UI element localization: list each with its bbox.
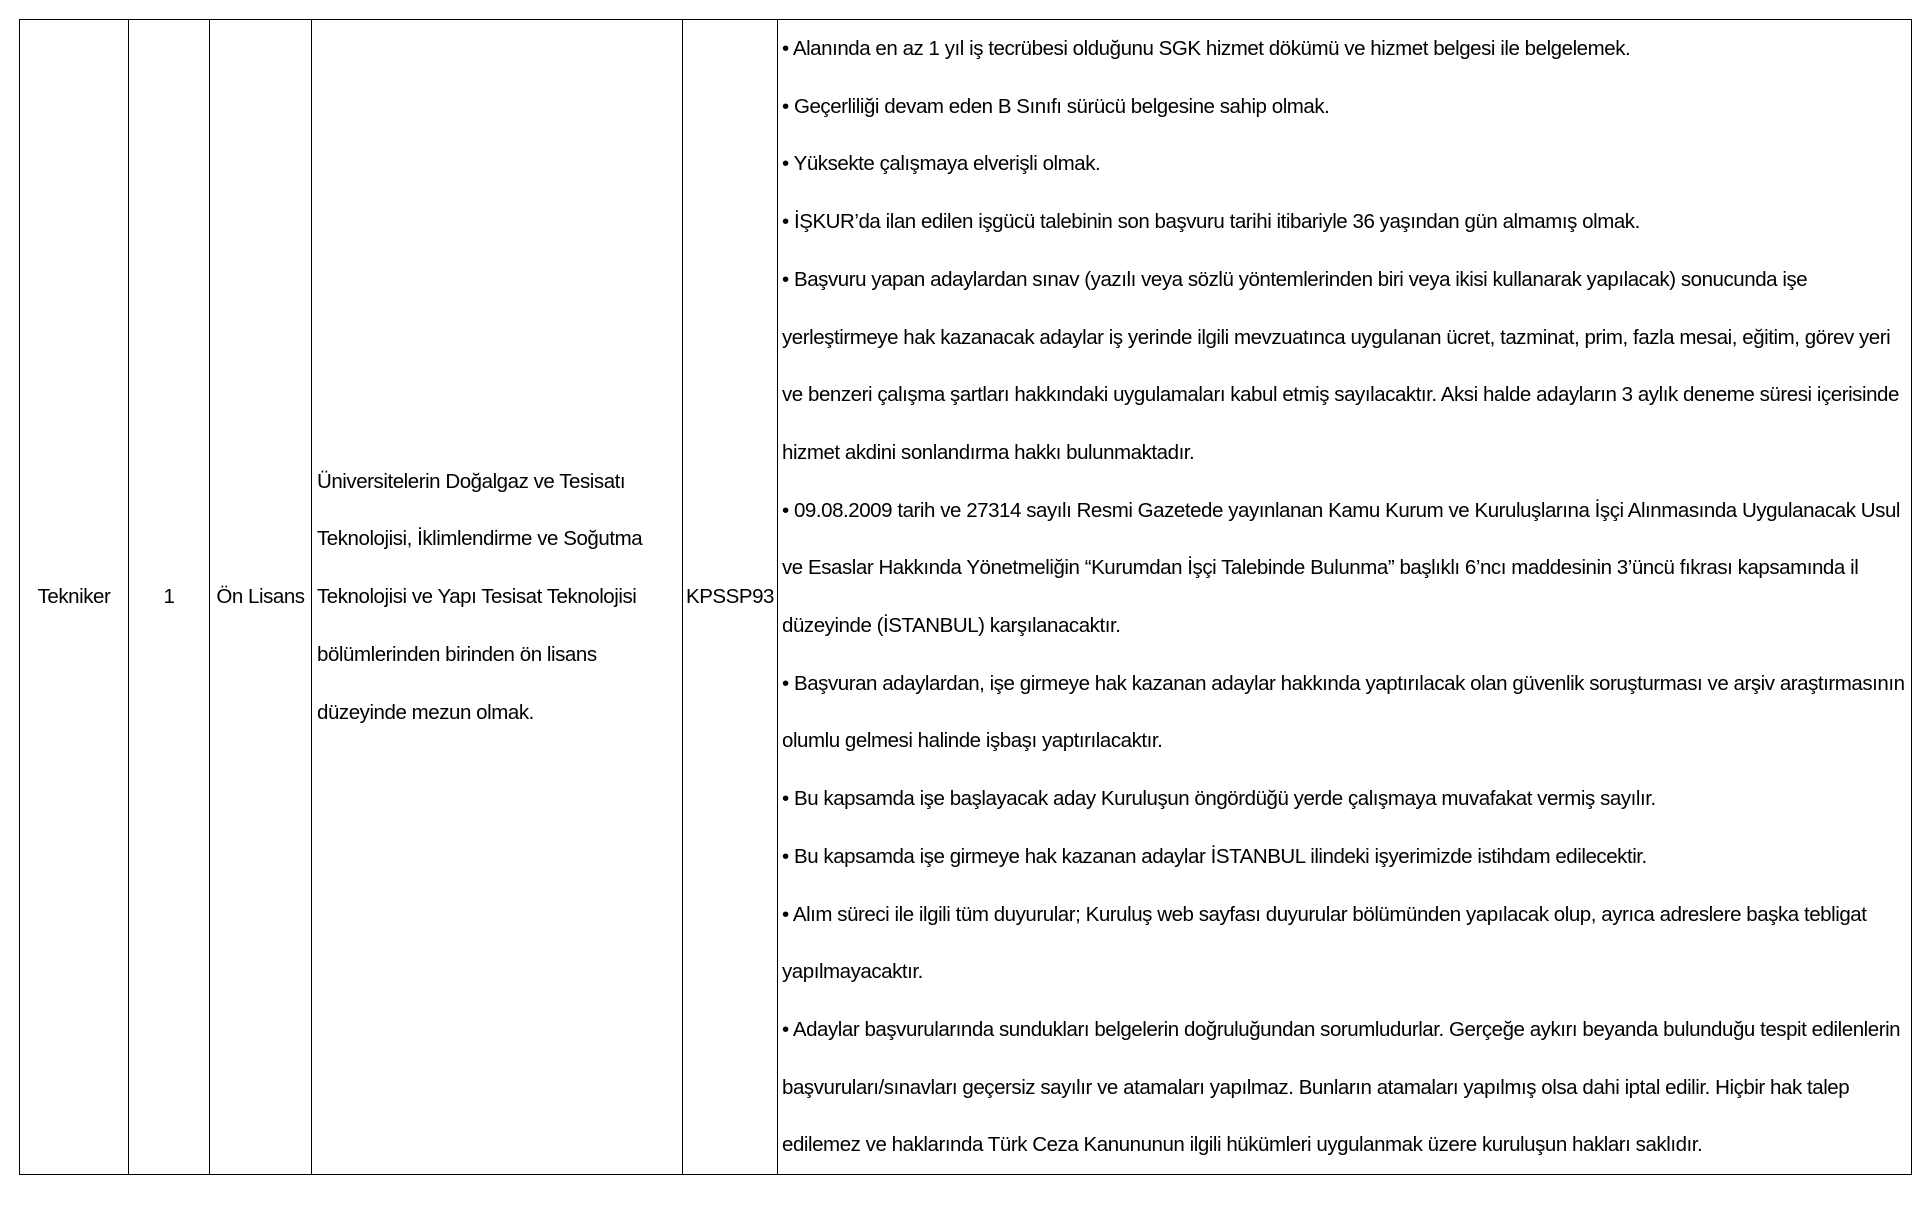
condition-item: • Bu kapsamda işe başlayacak aday Kuruluşun öngördüğü yerde çalışmaya muvafakat vermiş sayılır. [782,787,1656,811]
condition-item: • Bu kapsamda işe girmeye hak kazanan adaylar İSTANBUL ilindeki işyerimizde istihdam edilecektir. [782,844,1647,868]
position-title: Tekniker [37,585,111,609]
condition-item: • Yüksekte çalışmaya elverişli olmak. [782,152,1101,176]
department-requirement: Üniversitelerin Doğalgaz ve Tesisatı Teknolojisi, İklimlendirme ve Soğutma Teknolojisi ve Yapı Tesisat Teknolojisi bölümlerinden birinden ön lisans düzeyinde mezun olmak. [317,469,643,724]
condition-item: • Alım süreci ile ilgili tüm duyurular; Kuruluş web sayfası duyurular bölümünden yapılacak olup, ayrıca adreslere başka tebligat yapılmayacaktır. [782,902,1867,984]
condition-item: • Başvuru yapan adaylardan sınav (yazılı veya sözlü yöntemlerinden biri veya ikisi kullanarak yapılacak) sonucunda işe yerleştirmeye hak kazanacak adaylar iş yerinde ilgili mevzuatınca uygulanan ücret, tazminat, prim, fazla mesai, eğitim, görev yeri ve benzeri çalışma şartları hakkındaki uygulamaları kabul etmiş sayılacaktır. Aksi halde adayların 3 aylık deneme süresi içerisinde hizmet akdini sonlandırma hakkı bulunmaktadır. [782,267,1899,464]
condition-item: • 09.08.2009 tarih ve 27314 sayılı Resmi Gazetede yayınlanan Kamu Kurum ve Kuruluşlarına İşçi Alınmasında Uygulanacak Usul ve Esaslar Hakkında Yönetmeliğin “Kurumdan İşçi Talebinde Bulunma” başlıklı 6’ncı maddesinin 3’üncü fıkrası kapsamında il düzeyinde (İSTANBUL) karşılanacaktır. [782,498,1900,638]
position-cell [20,20,129,1175]
exam-type: KPSSP93 [685,585,775,609]
condition-item: • Geçerliliği devam eden B Sınıfı sürücü belgesine sahip olmak. [782,94,1330,118]
condition-item: • İŞKUR’da ilan edilen işgücü talebinin son başvuru tarihi itibariyle 36 yaşından gün almamış olmak. [782,210,1640,234]
job-requirements-table [19,19,1912,1175]
education-cell [210,20,312,1175]
condition-item: • Adaylar başvurularında sundukları belgelerin doğruluğundan sorumludurlar. Gerçeğe aykırı beyanda bulunduğu tespit edilenlerin başvuruları/sınavları geçersiz sayılır ve atamaları yapılmaz. Bunların atamaları yapılmış olsa dahi iptal edilir. Hiçbir hak talep edilemez ve haklarında Türk Ceza Kanununun ilgili hükümleri uygulanmak üzere kuruluşun hakları saklıdır. [782,1017,1901,1157]
department-cell [312,20,683,1175]
table-row [20,20,1912,1175]
position-count: 1 [163,585,175,609]
conditions-cell [778,20,1912,1175]
conditions-list [778,20,1911,1174]
condition-item: • Başvuran adaylardan, işe girmeye hak kazanan adaylar hakkında yaptırılacak olan güvenlik soruşturması ve arşiv araştırmasının olumlu gelmesi halinde işbaşı yaptırılacaktır. [782,671,1905,753]
exam-cell [683,20,778,1175]
condition-item: • Alanında en az 1 yıl iş tecrübesi olduğunu SGK hizmet dökümü ve hizmet belgesi ile belgelemek. [782,37,1631,60]
count-cell [129,20,210,1175]
education-level: Ön Lisans [216,585,305,609]
